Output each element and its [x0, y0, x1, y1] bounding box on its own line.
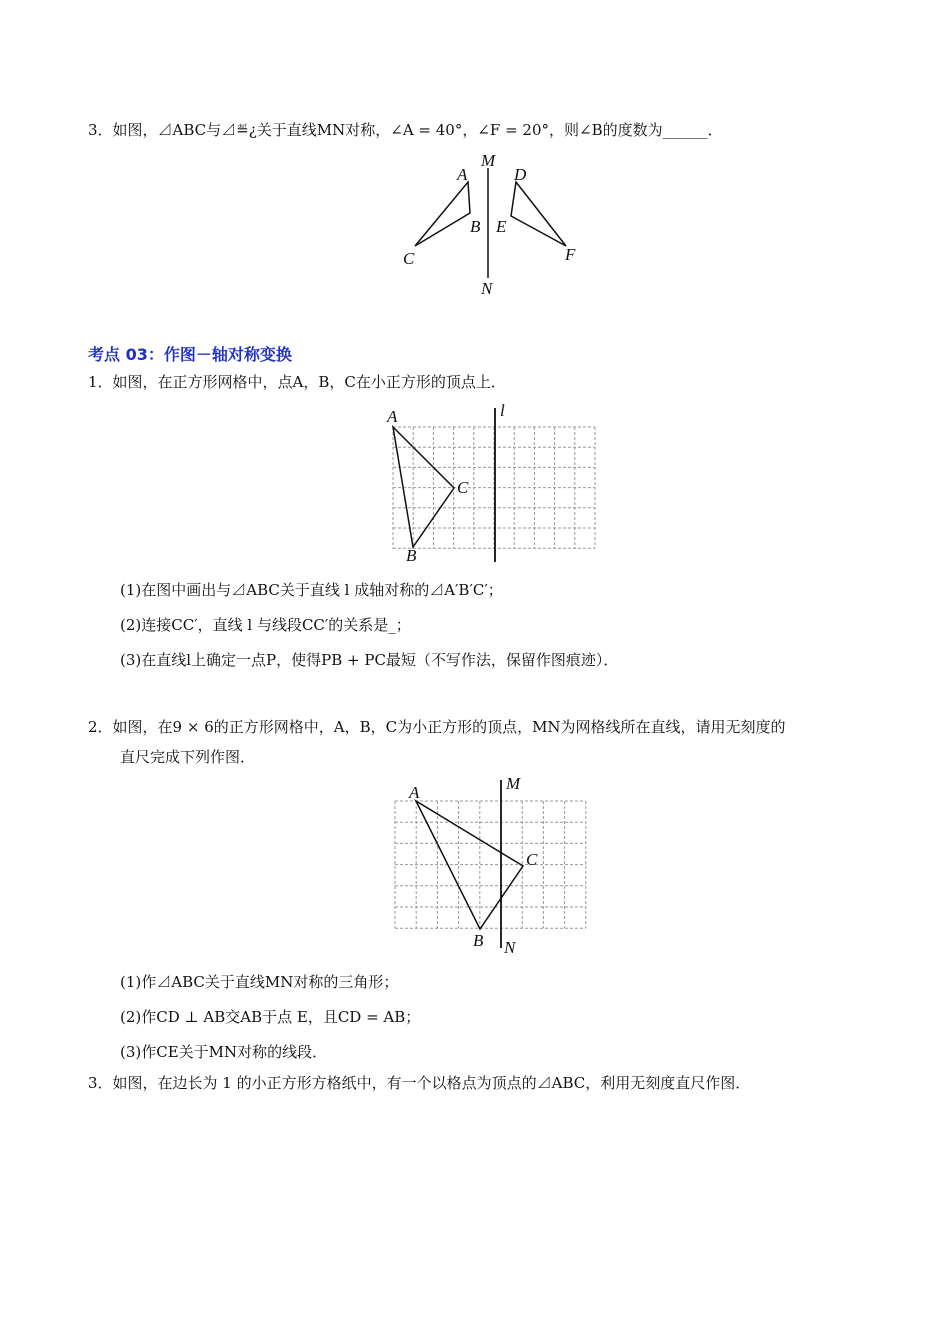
triangle-def — [511, 182, 566, 246]
p3-stem: 3．如图，在边长为 1 的小正方形方格纸中，有一个以格点为顶点的⊿ABC，利用无刻度直尺作图． — [88, 1074, 751, 1092]
q3-top-text: 3．如图，⊿ABC与⊿≝¿关于直线MN对称，∠A = 40°，∠F = 20°，则∠B的度数为______． — [88, 121, 723, 139]
p2-stem-line2: 直尺完成下列作图． — [120, 748, 256, 766]
label-m: M — [506, 774, 521, 793]
figure-grid-1 — [380, 400, 605, 570]
section-title: 考点 03：作图－轴对称变换 — [88, 345, 292, 364]
figure-mn-symmetry — [395, 150, 595, 300]
label-b: B — [473, 931, 484, 950]
p1-sub1: (1)在图中画出与⊿ABC关于直线 l 成轴对称的⊿A′B′C′； — [120, 581, 503, 599]
label-d: D — [514, 165, 527, 184]
label-b: B — [406, 546, 417, 565]
label-a: A — [457, 165, 468, 184]
triangle-abc-grid1 — [393, 427, 454, 547]
label-a: A — [387, 407, 398, 426]
label-n: N — [481, 279, 493, 298]
triangle-abc — [415, 182, 470, 246]
label-b: B — [470, 217, 481, 236]
label-c: C — [457, 478, 469, 497]
label-c: C — [526, 850, 538, 869]
p2-sub1: (1)作⊿ABC关于直线MN对称的三角形； — [120, 973, 399, 991]
label-l: l — [500, 401, 505, 420]
p1-sub3: (3)在直线l上确定一点P，使得PB + PC最短（不写作法，保留作图痕迹）． — [120, 651, 619, 669]
label-a: A — [409, 783, 420, 802]
p1-stem: 1．如图，在正方形网格中，点A，B，C在小正方形的顶点上． — [88, 373, 506, 391]
label-f: F — [565, 245, 576, 264]
grid-2-lines — [395, 801, 586, 928]
label-m: M — [481, 151, 496, 170]
grid-1-lines — [393, 427, 595, 548]
p1-sub2: (2)连接CC′，直线 l 与线段CC′的关系是_； — [120, 616, 411, 634]
figure-grid-2 — [385, 772, 600, 957]
p2-sub3: (3)作CE关于MN对称的线段． — [120, 1043, 328, 1061]
label-e: E — [496, 217, 507, 236]
p2-sub2: (2)作CD ⊥ AB交AB于点 E，且CD = AB； — [120, 1008, 421, 1026]
label-n: N — [504, 938, 516, 957]
label-c: C — [403, 249, 415, 268]
p2-stem-line1: 2．如图，在9 × 6的正方形网格中，A，B，C为小正方形的顶点，MN为网格线所在直线，请用无刻度的 — [88, 718, 786, 736]
